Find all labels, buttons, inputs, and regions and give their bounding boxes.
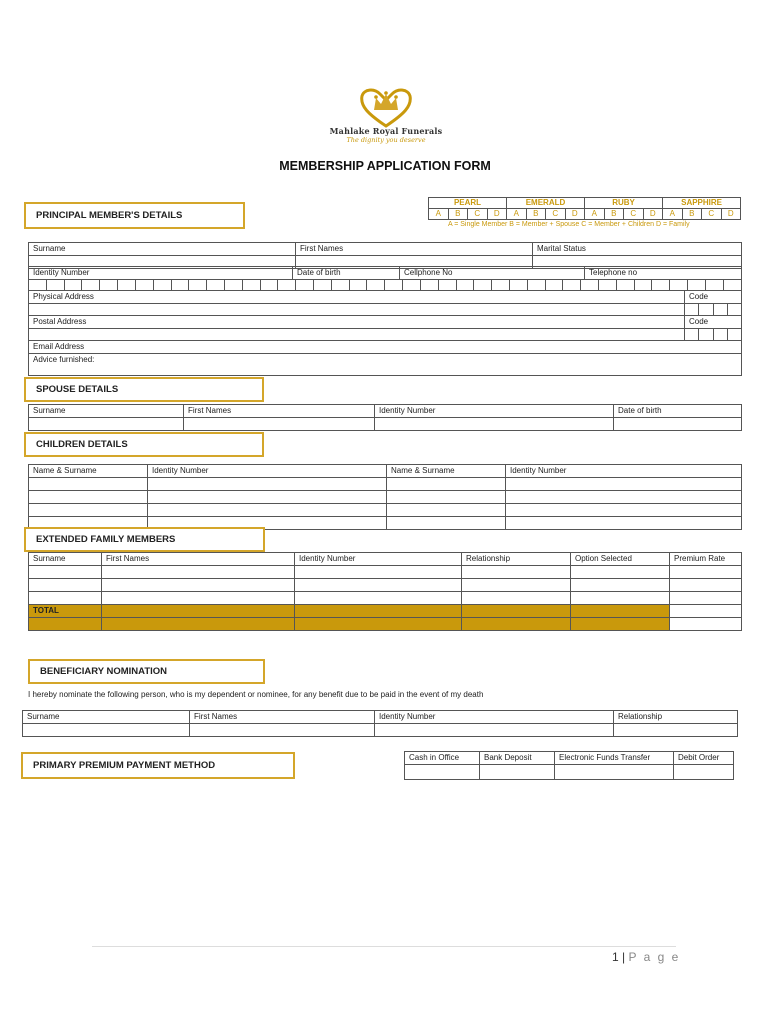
plan-option[interactable]: A — [429, 209, 449, 220]
telephone-label: Telephone no — [585, 267, 742, 280]
ext-first-names-label: First Names — [102, 553, 295, 566]
dob-label: Date of birth — [293, 267, 400, 280]
plan-pearl: PEARL — [429, 198, 507, 209]
total-label: TOTAL — [29, 605, 102, 618]
plan-option[interactable]: B — [526, 209, 546, 220]
plan-option[interactable]: D — [487, 209, 507, 220]
form-title: MEMBERSHIP APPLICATION FORM — [279, 159, 491, 173]
payment-methods-table — [404, 751, 734, 780]
beneficiary-table — [22, 710, 738, 737]
plan-option[interactable]: C — [624, 209, 644, 220]
marital-status-label: Marital Status — [533, 243, 742, 256]
plan-emerald: EMERALD — [507, 198, 585, 209]
child-name-label: Name & Surname — [387, 465, 506, 478]
id-number-label: Identity Number — [29, 267, 293, 280]
physical-address-label: Physical Address — [29, 291, 685, 304]
plan-option[interactable]: B — [604, 209, 624, 220]
child-name-label: Name & Surname — [29, 465, 148, 478]
section-payment: PRIMARY PREMIUM PAYMENT METHOD — [21, 752, 295, 779]
plan-option[interactable]: C — [546, 209, 566, 220]
ext-id-label: Identity Number — [295, 553, 462, 566]
ext-premium-label: Premium Rate — [670, 553, 742, 566]
principal-table — [28, 242, 742, 269]
payment-eft[interactable]: Electronic Funds Transfer — [555, 752, 674, 765]
plan-option[interactable]: B — [682, 209, 702, 220]
company-logo — [326, 86, 446, 148]
ben-id-label: Identity Number — [375, 711, 614, 724]
ext-surname-label: Surname — [29, 553, 102, 566]
email-address-label: Email Address — [29, 341, 742, 354]
payment-cash[interactable]: Cash in Office — [405, 752, 480, 765]
child-id-label: Identity Number — [506, 465, 742, 478]
child-id-label: Identity Number — [148, 465, 387, 478]
page-separator: | — [622, 950, 626, 964]
plan-selector — [428, 197, 741, 220]
section-spouse: SPOUSE DETAILS — [24, 377, 264, 402]
section-beneficiary: BENEFICIARY NOMINATION — [28, 659, 265, 684]
nomination-statement: I hereby nominate the following person, who is my dependent or nominee, for any benefit due to be paid in the event of my death — [28, 690, 484, 699]
plan-option[interactable]: A — [507, 209, 527, 220]
ben-relationship-label: Relationship — [614, 711, 738, 724]
spouse-first-names-label: First Names — [184, 405, 375, 418]
section-extended: EXTENDED FAMILY MEMBERS — [24, 527, 265, 552]
page-label: P a g e — [628, 950, 681, 964]
physical-address-table — [28, 290, 742, 376]
plan-option[interactable]: B — [448, 209, 468, 220]
plan-ruby: RUBY — [585, 198, 663, 209]
plan-sapphire: SAPPHIRE — [663, 198, 741, 209]
spouse-dob-label: Date of birth — [614, 405, 742, 418]
code-label: Code — [685, 316, 742, 329]
spouse-id-label: Identity Number — [375, 405, 614, 418]
plan-option[interactable]: A — [663, 209, 683, 220]
advice-furnished-label: Advice furnished: — [29, 354, 742, 376]
spouse-table — [28, 404, 742, 431]
postal-address-label: Postal Address — [29, 316, 685, 329]
children-table — [28, 464, 742, 530]
page-number — [612, 950, 680, 964]
payment-debit-order[interactable]: Debit Order — [674, 752, 734, 765]
extended-family-table — [28, 552, 742, 631]
section-children: CHILDREN DETAILS — [24, 432, 264, 457]
crown-heart-icon — [356, 86, 416, 128]
ben-surname-label: Surname — [23, 711, 190, 724]
page-number-value: 1 — [612, 950, 619, 964]
ext-option-label: Option Selected — [571, 553, 670, 566]
code-label: Code — [685, 291, 742, 304]
payment-bank-deposit[interactable]: Bank Deposit — [480, 752, 555, 765]
section-principal: PRINCIPAL MEMBER'S DETAILS — [24, 202, 245, 229]
plan-option[interactable]: D — [721, 209, 741, 220]
first-names-label: First Names — [296, 243, 533, 256]
spouse-surname-label: Surname — [29, 405, 184, 418]
ext-relationship-label: Relationship — [462, 553, 571, 566]
plan-option[interactable]: C — [702, 209, 722, 220]
footer-divider — [92, 946, 676, 947]
plan-option[interactable]: D — [643, 209, 663, 220]
plan-option[interactable]: D — [565, 209, 585, 220]
principal-id-table — [28, 266, 742, 280]
plan-option[interactable]: A — [585, 209, 605, 220]
surname-label: Surname — [29, 243, 296, 256]
ben-first-names-label: First Names — [190, 711, 375, 724]
company-name: Mahlake Royal Funerals — [329, 126, 443, 136]
plan-legend: A = Single Member B = Member + Spouse C = Member + Children D = Family — [448, 221, 690, 228]
plan-option[interactable]: C — [468, 209, 488, 220]
company-tagline: The dignity you deserve — [346, 136, 426, 144]
cellphone-label: Cellphone No — [400, 267, 585, 280]
